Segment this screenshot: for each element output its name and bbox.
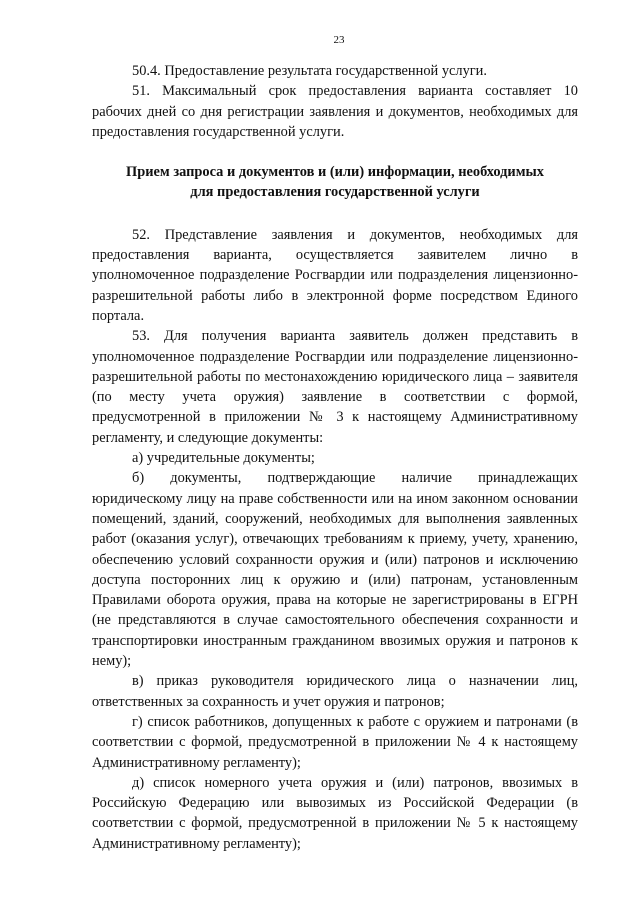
list-item-b: б) документы, подтверждающие наличие принадлежащих юридическому лицу на праве собственности или на ином законном основании помещений, зданий, сооружений, необходимых для выполнения заявленных работ (оказания услуг), отвечающих требованиям к приему, учету, хранению, обеспечению условий сохранности оружия и (или) патронов и исключению доступа посторонних лиц к оружию и (или) патронам, установленным Правилами оборота оружия, права на которые не зарегистрированы в ЕГРН (не представляются в случае самостоятельного обеспечения сохранности и транспортировки иностранным гражданином ввозимых оружия и патронов к нему);	[92, 470, 578, 670]
section-heading-line-2: для предоставления государственной услуги	[190, 184, 480, 201]
list-item-v: в) приказ руководителя юридического лица о назначении лиц, ответственных за сохранность и учет оружия и патронов;	[92, 673, 578, 710]
paragraph-50-4: 50.4. Предоставление результата государственной услуги.	[132, 63, 487, 79]
page-number: 23	[333, 34, 345, 46]
list-item-d: д) список номерного учета оружия и (или) патронов, ввозимых в Российскую Федерацию или вывозимых из Российской Федерации (в соответствии с формой, предусмотренной в приложении № 5 к настоящему Административному регламенту);	[92, 774, 578, 852]
paragraph-51: 51. Максимальный срок предоставления варианта составляет 10 рабочих дней со дня регистрации заявления и документов, необходимых для предоставления государственной услуги.	[92, 83, 578, 140]
section-heading-line-1: Прием запроса и документов и (или) информации, необходимых	[126, 164, 544, 181]
paragraph-52: 52. Представление заявления и документов, необходимых для предоставления варианта, осуществляется заявителем лично в уполномоченное подразделение Росгвардии или подразделения лицензионно-разрешительной работы либо в электронной форме посредством Единого портала.	[92, 226, 578, 324]
paragraph-53: 53. Для получения варианта заявитель должен представить в уполномоченное подразделение Росгвардии или подразделение лицензионно-разрешительной работы по местонахождению юридического лица – заявителя (по месту учета оружия) заявление в соответствии с формой, предусмотренной в приложении № 3 к настоящему Административному регламенту, и следующие документы:	[92, 328, 578, 446]
list-item-a: а) учредительные документы;	[132, 450, 315, 467]
list-item-g: г) список работников, допущенных к работе с оружием и патронами (в соответствии с формой, предусмотренной в приложении № 4 к настоящему Административному регламенту);	[92, 713, 578, 771]
section-heading	[92, 162, 578, 203]
